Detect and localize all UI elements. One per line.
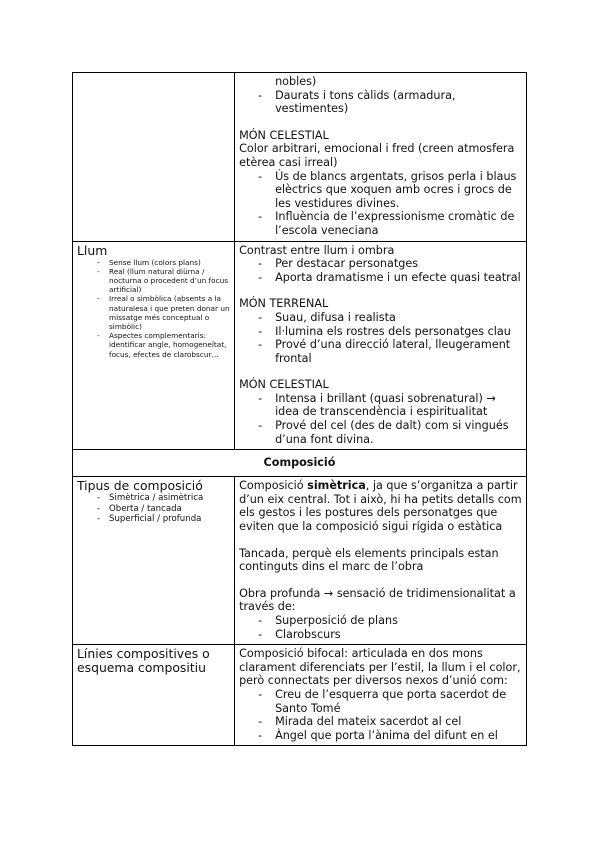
terrenal-title: MÓN TERRENAL	[239, 297, 329, 311]
tipus-label-cell	[73, 477, 235, 645]
linies-label-cell	[73, 645, 235, 746]
text-span: Composició	[239, 479, 308, 493]
list-item: - Prové del cel (des de dalt) com si vingués d’una font divina.	[239, 419, 522, 446]
list-item: - Prové d’una direcció lateral, lleugerament frontal	[239, 338, 522, 365]
tipus-content-cell	[235, 477, 527, 645]
table-row-heading	[73, 450, 527, 477]
llum-intro-list	[239, 257, 522, 284]
table-row-linies	[73, 645, 527, 746]
list-item: - Clarobscurs	[239, 628, 522, 642]
list-item: - Influència de l’expressionisme cromàtic de l’escola veneciana	[239, 210, 522, 237]
list-item: - Suau, difusa i realista	[239, 311, 522, 325]
hint-list	[77, 493, 230, 525]
list-item: - Ús de blancs argentats, grisos perla i blaus elèctrics que xoquen amb ocres i grocs de les vestidures divines.	[239, 170, 522, 211]
list-item: - Per destacar personatges	[239, 257, 522, 271]
hint-item: - Simètrica / asimètrica	[77, 493, 230, 504]
llum-label-cell	[73, 241, 235, 450]
hint-item: - Oberta / tancada	[77, 504, 230, 515]
depth-list	[239, 614, 522, 641]
celestial-list	[239, 392, 522, 446]
celestial-text: Color arbitrari, emocional i fred (creen atmosfera etèrea casi irreal)	[239, 142, 515, 169]
list-item: - Intensa i brillant (quasi sobrenatural) → idea de transcendència i espiritualitat	[239, 392, 522, 419]
links-list	[239, 688, 522, 742]
paragraph: Composició bifocal: articulada en dos mons clarament diferenciats per l’estil, la llum i el color, però connectats per diversos nexos d’unió com:	[239, 647, 521, 688]
table-row-color-continued	[73, 73, 527, 242]
section-heading: Composició	[73, 450, 527, 477]
row-label: Llum	[77, 242, 108, 258]
list-item: - Superposició de plans	[239, 614, 522, 628]
list-item: - Il·lumina els rostres dels personatges clau	[239, 325, 522, 339]
paragraph	[239, 479, 522, 533]
list-item: - Daurats i tons càlids (armadura, vestimentes)	[239, 89, 522, 116]
paragraph: Obra profunda → sensació de tridimensionalitat a través de:	[239, 586, 516, 614]
hint-item: - Aspectes complementaris: identificar angle, homogeneïtat, focus, efectes de clarobscur…	[77, 331, 230, 359]
text-span: , ja que s’organitza a partir d’un eix central. Tot i això, hi ha petits detalls com els gestos i les postures dels personatges que eviten que la composició sigui rígida o estàtica	[239, 479, 522, 534]
hint-item: - Superficial / profunda	[77, 514, 230, 525]
list-item: - Aporta dramatisme i un efecte quasi teatral	[239, 271, 522, 285]
terrenal-list	[239, 311, 522, 365]
llum-content-cell	[235, 241, 527, 450]
color-list	[239, 75, 522, 116]
row-label: Tipus de composició	[77, 478, 203, 494]
analysis-table	[72, 72, 527, 746]
hint-list	[77, 258, 230, 359]
linies-content-cell	[235, 645, 527, 746]
celestial-list	[239, 170, 522, 238]
hint-item: - Irreal o simbòlica (absents a la naturalesa i que preten donar un missatge més conceptual o simbòlic)	[77, 294, 230, 331]
list-item: - Creu de l’esquerra que porta sacerdot de Santo Tomé	[239, 688, 522, 715]
list-item: nobles)	[275, 75, 317, 88]
hint-item: - Sense llum (colors plans)	[77, 258, 230, 267]
empty-label-cell	[73, 73, 235, 242]
row-label: Línies compositives o esquema compositiu	[77, 646, 210, 676]
bold-text: simètrica	[307, 479, 366, 493]
hint-item: - Real (llum natural diürna / nocturna o procedent d’un focus artificial)	[77, 267, 230, 295]
list-item: - Mirada del mateix sacerdot al cel	[239, 715, 522, 729]
llum-intro: Contrast entre llum i ombra	[239, 243, 395, 257]
celestial-title: MÓN CELESTIAL	[239, 378, 329, 392]
celestial-title: MÓN CELESTIAL	[239, 128, 329, 142]
color-content-cell	[235, 73, 527, 242]
paragraph: Tancada, perquè els elements principals estan continguts dins el marc de l’obra	[239, 546, 499, 574]
table-row-llum	[73, 241, 527, 450]
table-row-tipus	[73, 477, 527, 645]
list-item: - Àngel que porta l’ànima del difunt en el	[239, 729, 522, 743]
